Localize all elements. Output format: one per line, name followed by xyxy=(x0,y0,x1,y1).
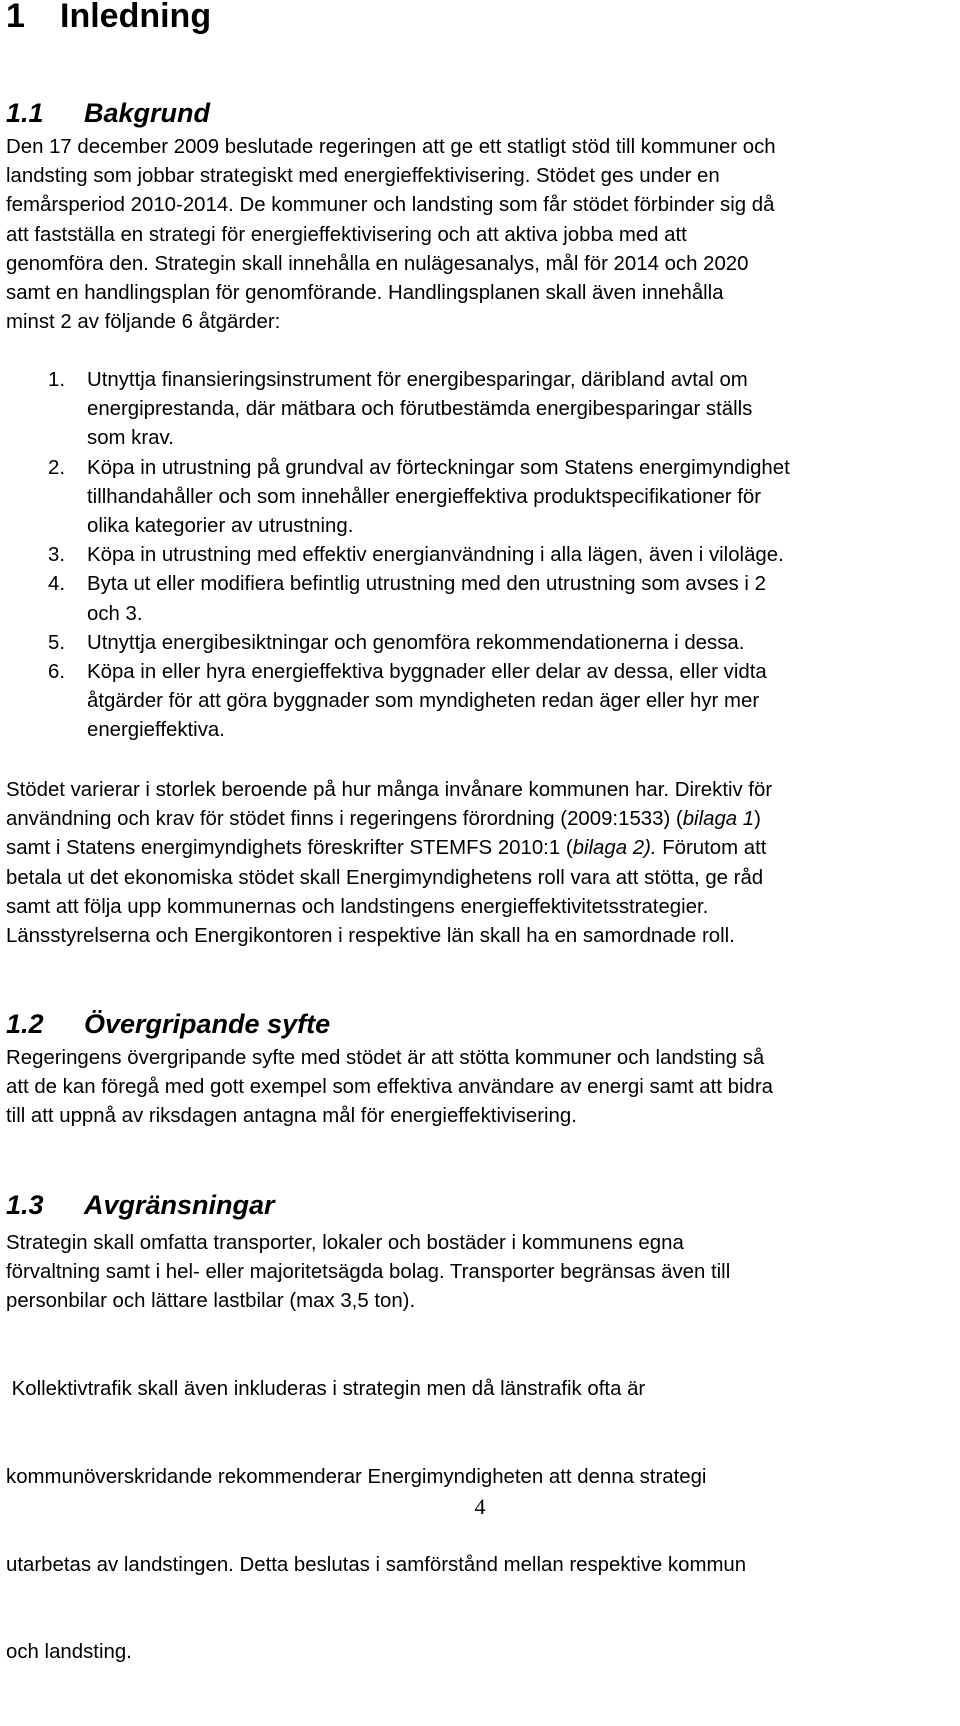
text-line: landsting som jobbar strategiskt med energieffektivisering. Stödet ges under en xyxy=(6,165,720,188)
text-line: tillhandahåller och som innehåller energieffektiva produktspecifikationer för xyxy=(87,485,762,508)
text-line: Köpa in utrustning på grundval av förteckningar som Statens energimyndighet xyxy=(87,456,790,479)
chapter-heading xyxy=(6,0,211,40)
text-line: energiprestanda, där mätbara och förutbestämda energibesparingar ställs xyxy=(87,398,753,421)
text-line: Länsstyrelserna och Energikontoren i respektive län skall ha en samordnade roll. xyxy=(6,925,735,948)
list-number: 4. xyxy=(48,573,66,596)
list-number: 6. xyxy=(48,661,66,684)
list-item xyxy=(48,658,960,746)
text-line: Köpa in eller hyra energieffektiva byggnader eller delar av dessa, eller vidta xyxy=(87,661,767,684)
background-paragraph xyxy=(6,133,960,337)
support-paragraph xyxy=(6,776,960,951)
text-segment: samt i Statens energimyndighets föreskrifter STEMFS 2010:1 ( xyxy=(6,837,573,860)
section-number: 1.2 xyxy=(6,1009,44,1039)
purpose-paragraph xyxy=(6,1044,960,1132)
text-line: förvaltning samt i hel- eller majoritetsägda bolag. Transporter begränsas även till xyxy=(6,1261,731,1284)
text-line: att de kan föregå med gott exempel som effektiva användare av energi samt att bidra xyxy=(6,1076,773,1099)
text-line: Kollektivtrafik skall även inkluderas i strategin men då länstrafik ofta är xyxy=(6,1378,646,1401)
chapter-number: 1 xyxy=(6,0,25,35)
appendix-reference: bilaga 1 xyxy=(682,808,755,831)
text-line: Utnyttja energibesiktningar och genomföra rekommendationerna i dessa. xyxy=(87,631,745,654)
page-number: 4 xyxy=(474,1494,486,1519)
text-segment: Förutom att xyxy=(656,837,767,860)
list-number: 3. xyxy=(48,544,66,567)
section-title: Övergripande syfte xyxy=(84,1009,331,1039)
list-item xyxy=(48,454,960,542)
text-line: att fastställa en strategi för energieffektivisering och att aktiva jobba med att xyxy=(6,223,687,246)
section-title: Bakgrund xyxy=(84,98,211,128)
list-item xyxy=(48,570,960,628)
text-line: Den 17 december 2009 beslutade regeringen att ge ett statligt stöd till kommuner och xyxy=(6,136,776,158)
text-line: Utnyttja finansieringsinstrument för energibesparingar, däribland avtal om xyxy=(87,369,748,391)
scope-paragraph xyxy=(6,1229,960,1317)
text-line: samt en handlingsplan för genomförande. Handlingsplanen skall även innehålla xyxy=(6,282,724,305)
section-heading-1-3 xyxy=(6,1188,275,1222)
section-heading-1-1 xyxy=(6,96,210,130)
text-line xyxy=(6,805,960,834)
text-line: minst 2 av följande 6 åtgärder: xyxy=(6,311,281,334)
text-line: energieffektiva. xyxy=(87,719,225,742)
list-number: 1. xyxy=(48,369,66,391)
text-line: olika kategorier av utrustning. xyxy=(87,515,354,538)
section-number: 1.1 xyxy=(6,98,44,128)
transit-paragraph xyxy=(6,1317,960,1726)
text-line: Strategin skall omfatta transporter, lokaler och bostäder i kommunens egna xyxy=(6,1232,684,1254)
text-line: som krav. xyxy=(87,427,174,450)
text-line: till att uppnå av riksdagen antagna mål för energieffektivisering. xyxy=(6,1105,577,1128)
text-line: Regeringens övergripande syfte med stödet är att stötta kommuner och landsting så xyxy=(6,1047,765,1069)
text-line: Byta ut eller modifiera befintlig utrustning med den utrustning som avses i 2 xyxy=(87,573,766,596)
text-line: personbilar och lättare lastbilar (max 3,5 ton). xyxy=(6,1290,416,1313)
measures-list xyxy=(48,366,960,746)
text-segment: användning och krav för stödet finns i regeringens förordning (2009:1533) ( xyxy=(6,808,683,831)
text-line: åtgärder för att göra byggnader som myndigheten redan äger eller hyr mer xyxy=(87,690,760,713)
text-line: och 3. xyxy=(87,602,143,625)
appendix-reference: bilaga 2). xyxy=(572,837,657,860)
text-line: Köpa in utrustning med effektiv energianvändning i alla lägen, även i viloläge. xyxy=(87,544,784,567)
text-line: kommunöverskridande rekommenderar Energimyndigheten att denna strategi xyxy=(6,1466,707,1489)
section-number: 1.3 xyxy=(6,1190,44,1220)
list-number: 2. xyxy=(48,456,66,479)
text-line: genomföra den. Strategin skall innehålla en nulägesanalys, mål för 2014 och 2020 xyxy=(6,252,749,275)
list-item xyxy=(48,629,960,658)
chapter-title: Inledning xyxy=(60,0,212,35)
text-line: utarbetas av landstingen. Detta beslutas i samförstånd mellan respektive kommun xyxy=(6,1553,747,1576)
list-number: 5. xyxy=(48,631,66,654)
text-line: Stödet varierar i storlek beroende på hur många invånare kommunen har. Direktiv för xyxy=(6,779,773,801)
text-line: femårsperiod 2010-2014. De kommuner och landsting som får stödet förbinder sig då xyxy=(6,194,775,217)
list-item xyxy=(48,541,960,570)
text-segment: ) xyxy=(754,808,761,831)
text-line: betala ut det ekonomiska stödet skall Energimyndighetens roll vara att stötta, ge råd xyxy=(6,866,764,889)
text-line xyxy=(6,834,960,863)
section-title: Avgränsningar xyxy=(84,1190,275,1220)
text-line: samt att följa upp kommunernas och landstingens energieffektivitetsstrategier. xyxy=(6,895,709,918)
list-item xyxy=(48,366,960,454)
text-line: och landsting. xyxy=(6,1641,132,1664)
section-heading-1-2 xyxy=(6,1007,330,1041)
